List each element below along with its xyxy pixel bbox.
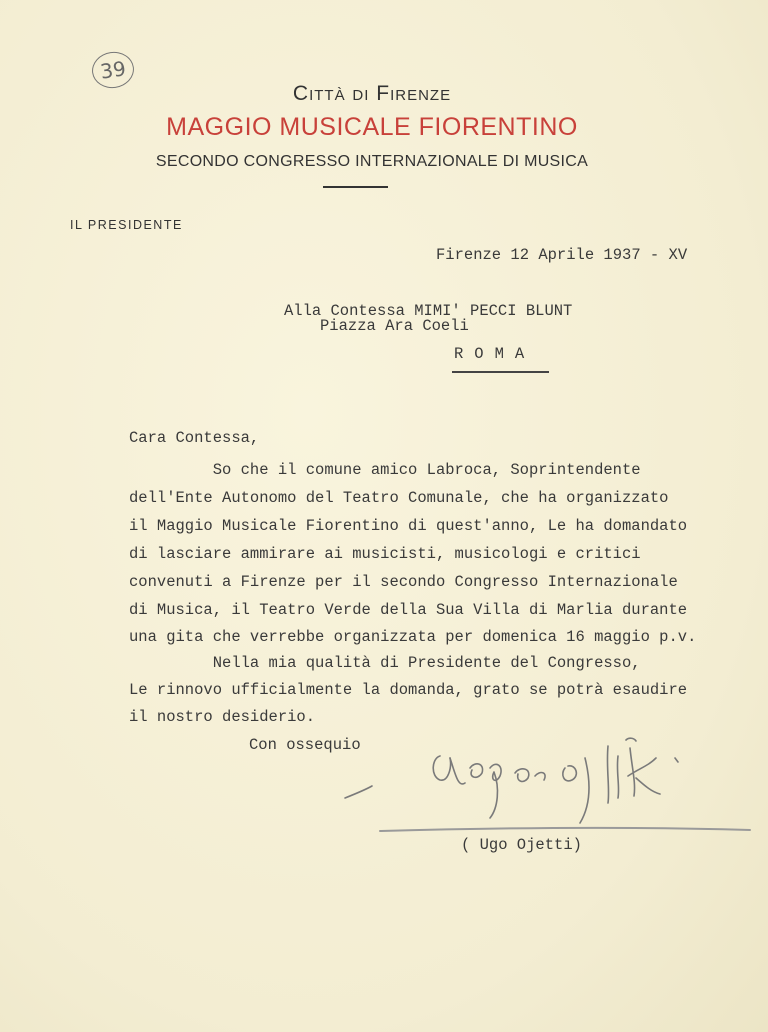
body-line: il nostro desiderio.: [129, 708, 316, 726]
letterhead-city: Città di Firenze: [292, 82, 452, 105]
body-line: Nella mia qualità di Presidente del Congresso,: [129, 654, 641, 672]
body-line: Le rinnovo ufficialmente la domanda, grato se potrà esaudire: [129, 681, 688, 699]
body-line: So che il comune amico Labroca, Soprintendente: [129, 461, 641, 479]
recipient-name: Alla Contessa MIMI' PECCI BLUNT: [284, 302, 573, 320]
signatory-name: ( Ugo Ojetti): [461, 836, 582, 854]
salutation: Cara Contessa,: [129, 429, 260, 447]
letterhead-congress: SECONDO CONGRESSO INTERNAZIONALE DI MUSICA: [155, 153, 589, 170]
body-line: di lasciare ammirare ai musicisti, musicologi e critici: [129, 545, 641, 563]
body-line: dell'Ente Autonomo del Teatro Comunale, che ha organizzato: [129, 489, 669, 507]
letterhead-role: IL PRESIDENTE: [70, 218, 183, 232]
closing: Con ossequio: [249, 736, 361, 754]
body-line: una gita che verrebbe organizzata per domenica 16 maggio p.v.: [129, 628, 697, 646]
body-line: convenuti a Firenze per il secondo Congresso Internazionale: [129, 573, 678, 591]
archive-number-mark: 39: [90, 49, 137, 90]
recipient-street: Piazza Ara Coeli: [320, 317, 469, 335]
letterhead-festival: MAGGIO MUSICALE FIORENTINO: [166, 113, 578, 141]
handwritten-signature: [340, 728, 760, 838]
body-line: di Musica, il Teatro Verde della Sua Villa di Marlia durante: [129, 601, 688, 619]
body-line: il Maggio Musicale Fiorentino di quest'anno, Le ha domandato: [129, 517, 688, 535]
letter-date: Firenze 12 Aprile 1937 - XV: [436, 246, 688, 264]
letterhead-divider: [323, 186, 388, 188]
recipient-city: ROMA: [454, 345, 536, 363]
recipient-underline: [452, 371, 549, 373]
